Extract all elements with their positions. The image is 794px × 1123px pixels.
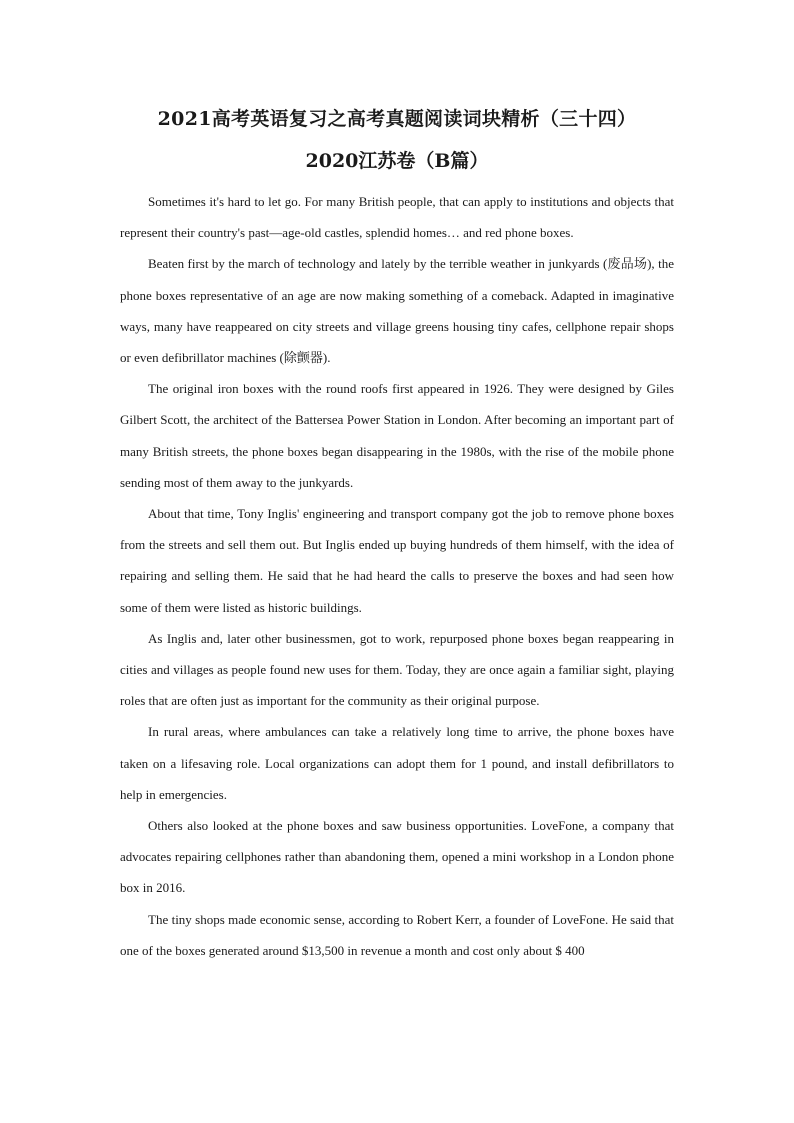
paragraph-2: Beaten first by the march of technology and lately by the terrible weather in junkyards (废品场), the phone boxes representative of an age are now making something of a comeback. Adapted in imaginative ways, many have reappeared on city streets and village greens housing tiny cafes, cellphone repair shops or even defibrillator machines (除颤器).	[120, 256, 674, 366]
paragraph-1: Sometimes it's hard to let go. For many British people, that can apply to institutions and objects that represent their country's past—age-old castles, splendid homes… and red phone boxes.	[120, 194, 674, 241]
article-body	[120, 186, 674, 966]
page-subtitle: 2020江苏卷（B篇）	[305, 150, 489, 172]
paragraph-5: As Inglis and, later other businessmen, got to work, repurposed phone boxes began reappearing in cities and villages as people found new uses for them. Today, they are once again a familiar sight, playing roles that are often just as important for the community as their original purpose.	[120, 630, 674, 709]
paragraph-3: The original iron boxes with the round roofs first appeared in 1926. They were designed by Giles Gilbert Scott, the architect of the Battersea Power Station in London. After becoming an important part of many British streets, the phone boxes began disappearing in the 1980s, with the rise of the mobile phone sending most of them away to the junkyards.	[120, 381, 674, 490]
document-page	[120, 104, 674, 966]
paragraph-4: About that time, Tony Inglis' engineering and transport company got the job to remove phone boxes from the streets and sell them out. But Inglis ended up buying hundreds of them himself, with the idea of repairing and selling them. He said that he had heard the calls to preserve the boxes and had seen how some of them were listed as historic buildings.	[120, 506, 674, 615]
page-title: 2021高考英语复习之高考真题阅读词块精析（三十四）	[157, 108, 637, 130]
paragraph-6: In rural areas, where ambulances can take a relatively long time to arrive, the phone boxes have taken on a lifesaving role. Local organizations can adopt them for 1 pound, and install defibrillators to help in emergencies.	[120, 724, 674, 802]
paragraph-8: The tiny shops made economic sense, according to Robert Kerr, a founder of LoveFone. He said that one of the boxes generated around $13,500 in revenue a month and cost only about $ 400	[120, 911, 674, 958]
paragraph-7: Others also looked at the phone boxes and saw business opportunities. LoveFone, a company that advocates repairing cellphones rather than abandoning them, opened a mini workshop in a London phone box in 2016.	[120, 818, 674, 896]
